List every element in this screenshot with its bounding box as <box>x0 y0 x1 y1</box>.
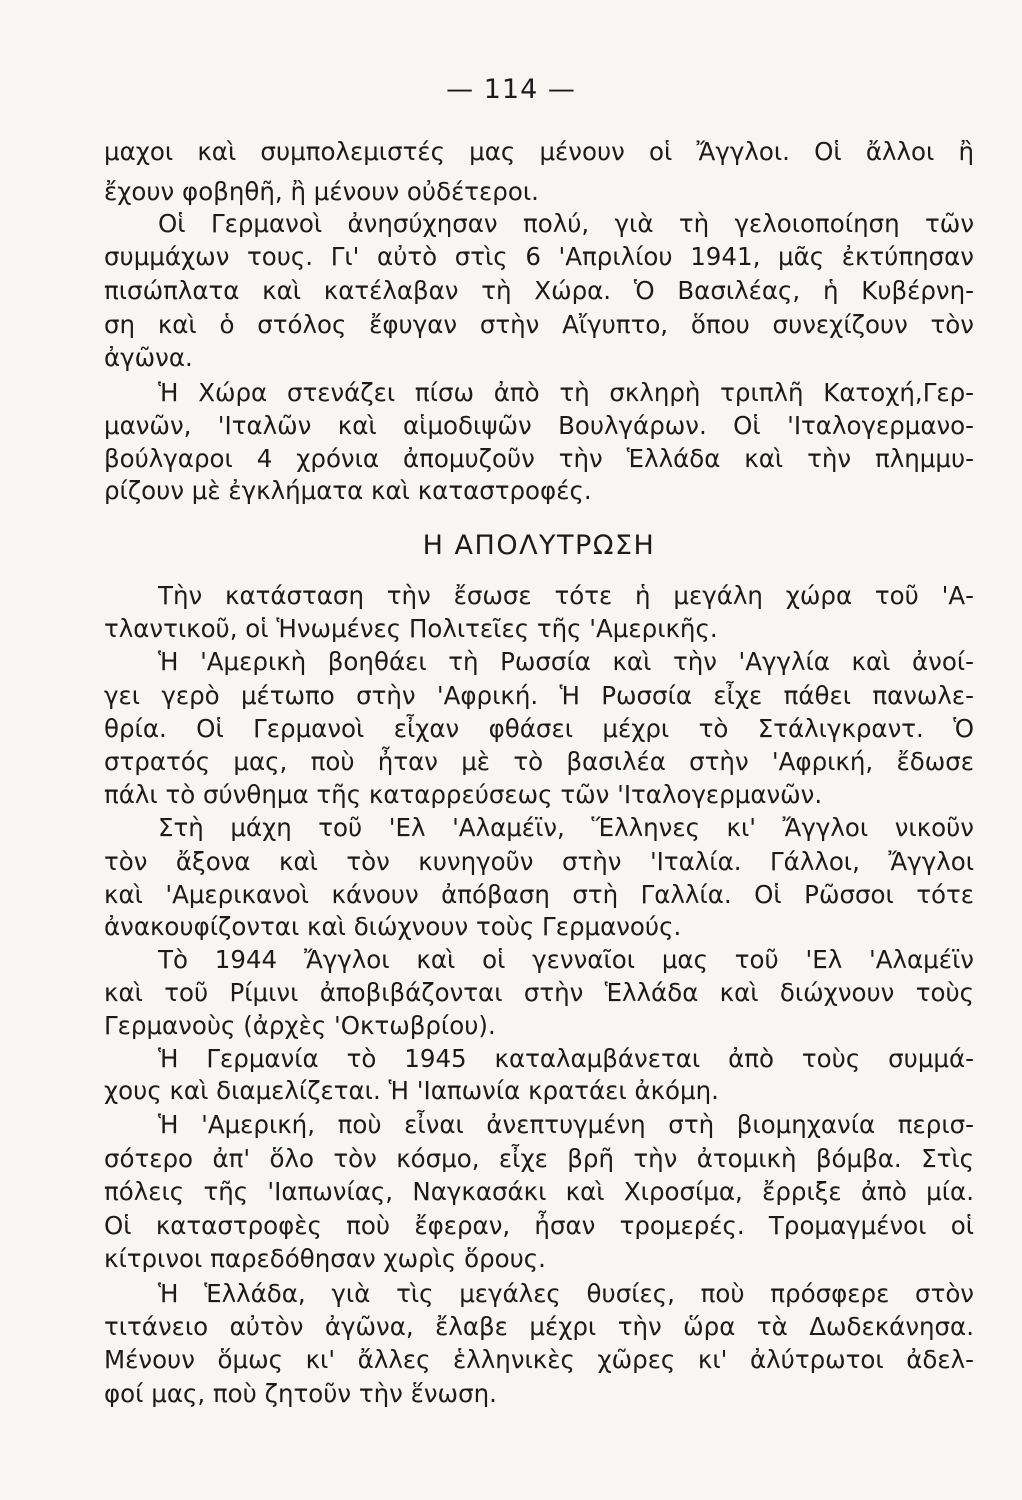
text-line: σότερο ἀπ' ὅλο τὸν κόσμο, εἶχε βρῆ τὴν ἀτομικὴ βόμβα. Στὶς <box>104 1144 974 1173</box>
text-line: Τὴν κατάσταση τὴν ἔσωσε τότε ἡ μεγάλη χώρα τοῦ 'Α- <box>158 581 974 610</box>
text-line: Οἱ Γερμανοὶ ἀνησύχησαν πολύ, γιὰ τὴ γελοιοποίηση τῶν <box>158 209 974 238</box>
text-line: Γερμανοὺς (ἀρχὲς 'Οκτωβρίου). <box>104 1011 496 1040</box>
page-number: — 114 — <box>446 74 576 105</box>
text-line: τλαντικοῦ, οἱ Ἡνωμένες Πολιτεῖες τῆς 'Αμερικῆς. <box>104 614 718 643</box>
text-line: Ἡ 'Αμερικὴ βοηθάει τὴ Ρωσσία καὶ τὴν 'Αγγλία καὶ ἀνοί- <box>158 647 974 676</box>
text-line: ρίζουν μὲ ἐγκλήματα καὶ καταστροφές. <box>104 476 592 505</box>
text-line: συμμάχων τους. Γι' αὐτὸ στὶς 6 'Απριλίου 1941, μᾶς ἐκτύπησαν <box>104 242 974 271</box>
text-line: ἀνακουφίζονται καὶ διώχνουν τοὺς Γερμανούς. <box>104 912 682 941</box>
text-line: χους καὶ διαμελίζεται. Ἡ 'Ιαπωνία κρατάει ἀκόμη. <box>104 1076 719 1105</box>
text-line: Τὸ 1944 Ἄγγλοι καὶ οἱ γενναῖοι μας τοῦ 'Ελ 'Αλαμέϊν <box>158 945 974 974</box>
text-line: πάλι τὸ σύνθημα τῆς καταρρεύσεως τῶν 'Ιταλογερμανῶν. <box>104 780 823 809</box>
text-line: ση καὶ ὁ στόλος ἔφυγαν στὴν Αἴγυπτο, ὅπου συνεχίζουν τὸν <box>104 310 974 339</box>
text-line: μανῶν, 'Ιταλῶν καὶ αἱμοδιψῶν Βουλγάρων. Οἱ 'Ιταλογερμανο- <box>104 411 974 440</box>
text-line: μαχοι καὶ συμπολεμιστές μας μένουν οἱ Ἄγγλοι. Οἱ ἄλλοι ἢ <box>104 137 974 166</box>
text-line: γει γερὸ μέτωπο στὴν 'Αφρική. Ἡ Ρωσσία εἶχε πάθει πανωλε- <box>104 681 974 710</box>
text-line: τιτάνειο αὐτὸν ἀγῶνα, ἔλαβε μέχρι τὴν ὥρα τὰ Δωδεκάνησα. <box>104 1312 974 1341</box>
text-line: Ἡ 'Αμερική, ποὺ εἶναι ἀνεπτυγμένη στὴ βιομηχανία περισ- <box>158 1110 974 1139</box>
text-line: καὶ 'Αμερικανοὶ κάνουν ἀπόβαση στὴ Γαλλία. Οἱ Ρῶσσοι τότε <box>104 880 974 909</box>
text-line: Οἱ καταστροφὲς ποὺ ἔφεραν, ἦσαν τρομερές. Τρομαγμένοι οἱ <box>104 1211 974 1240</box>
text-line: Ἡ Χώρα στενάζει πίσω ἀπὸ τὴ σκληρὴ τριπλῆ Κατοχή,Γερ- <box>158 378 974 407</box>
text-line: θρία. Οἱ Γερμανοὶ εἶχαν φθάσει μέχρι τὸ Στάλιγκραντ. Ὁ <box>104 714 974 743</box>
text-line: τὸν ἄξονα καὶ τὸν κυνηγοῦν στὴν 'Ιταλία. Γάλλοι, Ἄγγλοι <box>104 847 974 876</box>
text-line: φοί μας, ποὺ ζητοῦν τὴν ἕνωση. <box>104 1379 497 1408</box>
text-line: στρατός μας, ποὺ ἦταν μὲ τὸ βασιλέα στὴν 'Αφρική, ἔδωσε <box>104 747 974 776</box>
text-line: Ἡ Γερμανία τὸ 1945 καταλαμβάνεται ἀπὸ τοὺς συμμά- <box>158 1044 974 1073</box>
text-line: βούλγαροι 4 χρόνια ἀπομυζοῦν τὴν Ἑλλάδα καὶ τὴν πλημμυ- <box>104 444 974 473</box>
text-line: ἀγῶνα. <box>104 343 193 372</box>
text-line: πόλεις τῆς 'Ιαπωνίας, Ναγκασάκι καὶ Χιροσίμα, ἔρριξε ἀπὸ μία. <box>104 1177 974 1206</box>
section-heading: Η ΑΠΟΛΥΤΡΩΣΗ <box>422 530 656 561</box>
text-line: ἔχουν φοβηθῆ, ἢ μένουν οὐδέτεροι. <box>104 177 539 206</box>
text-line: Ἡ Ἑλλάδα, γιὰ τὶς μεγάλες θυσίες, ποὺ πρόσφερε στὸν <box>158 1279 974 1308</box>
text-line: Στὴ μάχη τοῦ 'Ελ 'Αλαμέϊν, Ἕλληνες κι' Ἄγγλοι νικοῦν <box>158 813 974 842</box>
text-line: Μένουν ὅμως κι' ἄλλες ἑλληνικὲς χῶρες κι' ἀλύτρωτοι ἀδελ- <box>104 1345 974 1374</box>
text-line: κίτρινοι παρεδόθησαν χωρὶς ὅρους. <box>104 1244 546 1273</box>
text-line: καὶ τοῦ Ρίμινι ἀποβιβάζονται στὴν Ἑλλάδα καὶ διώχνουν τοὺς <box>104 978 974 1007</box>
text-line: πισώπλατα καὶ κατέλαβαν τὴ Χώρα. Ὁ Βασιλέας, ἡ Κυβέρνη- <box>104 276 974 305</box>
